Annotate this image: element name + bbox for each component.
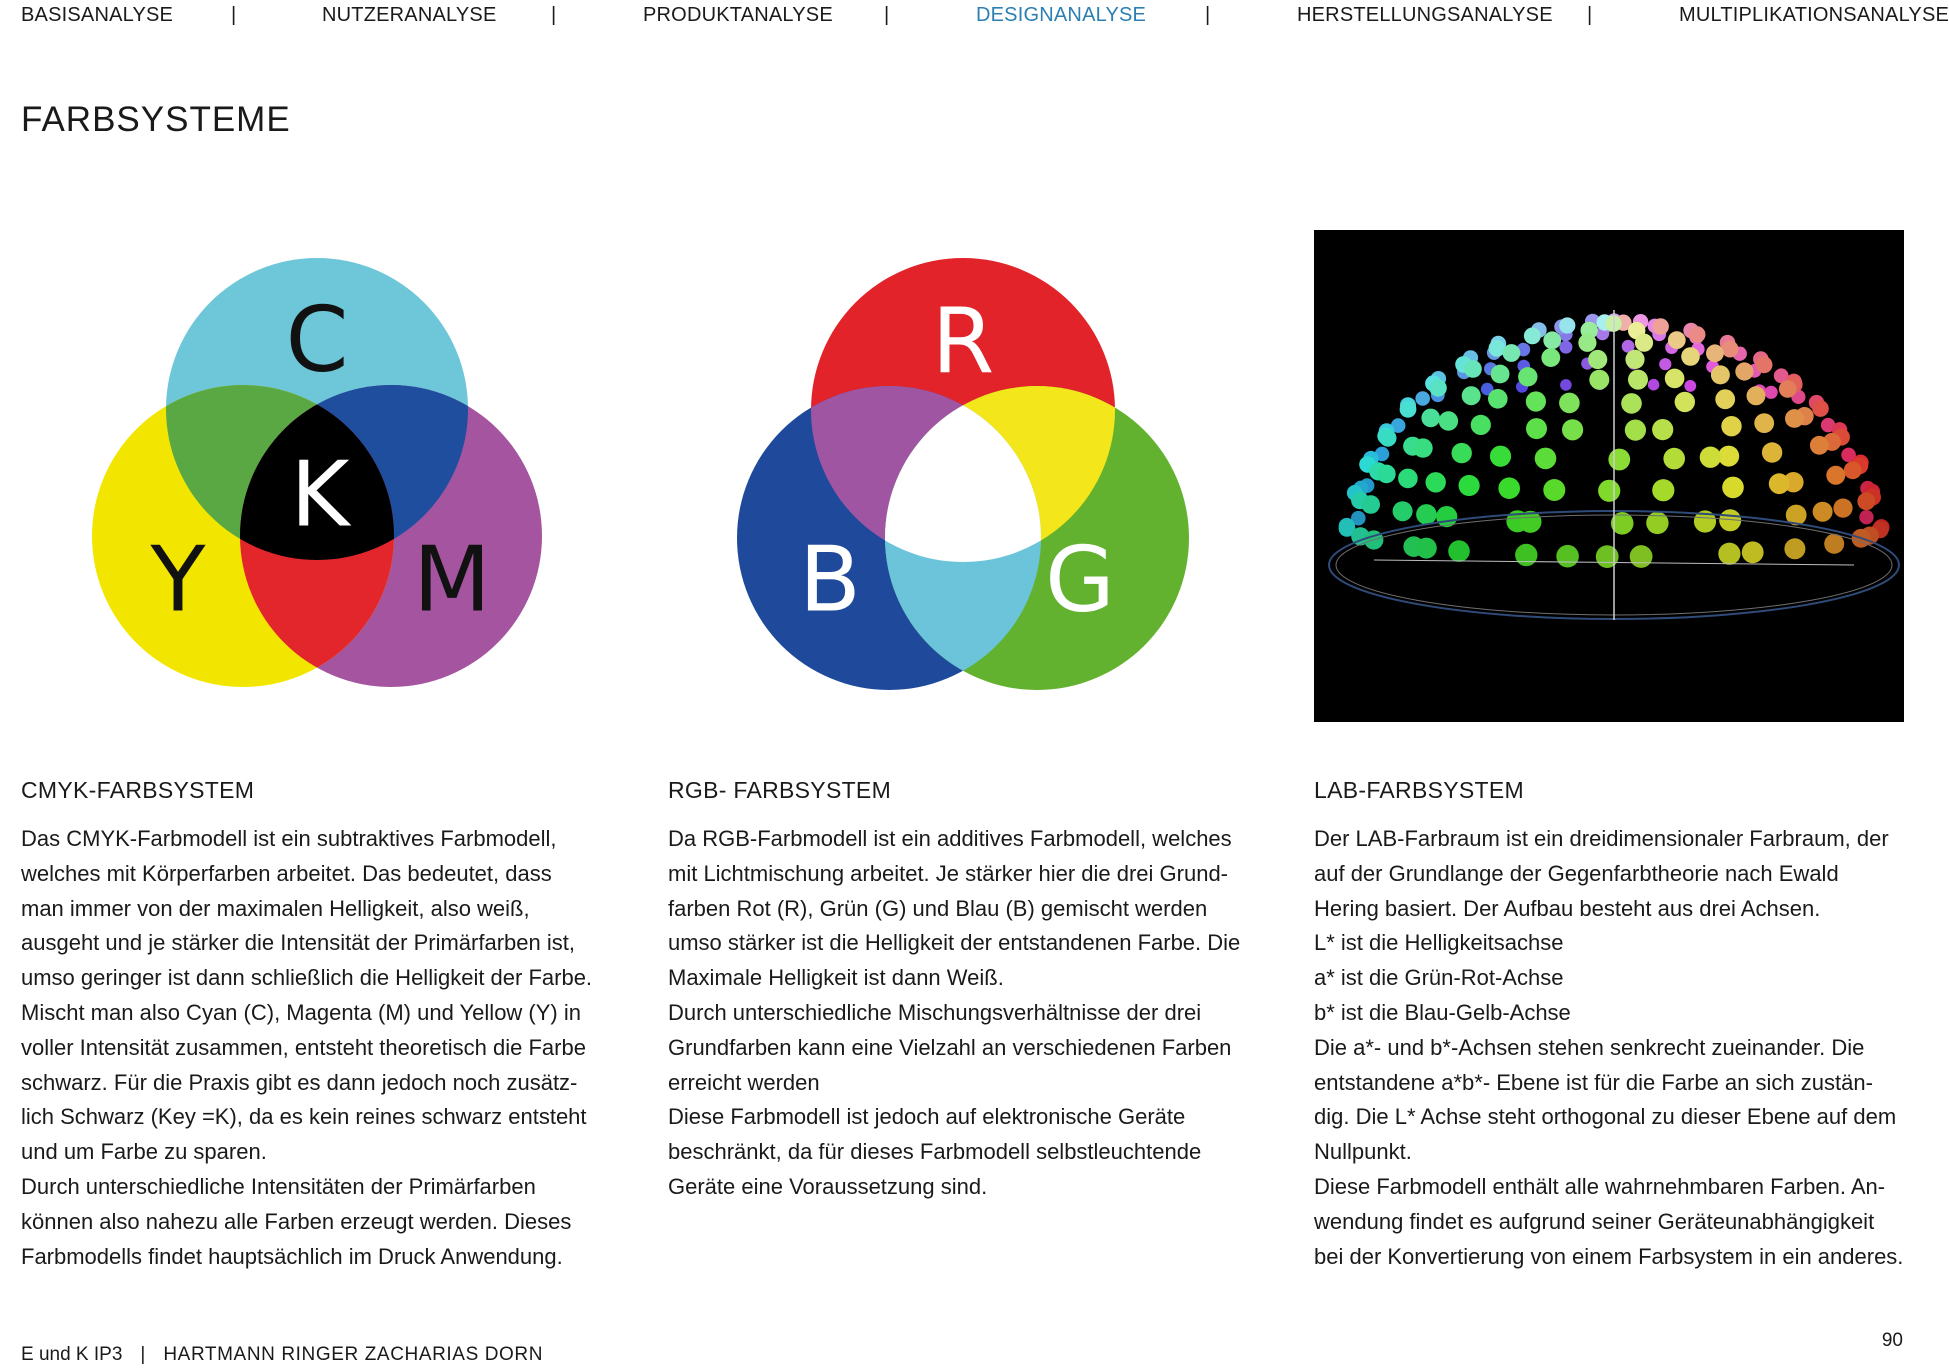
lab-color-point xyxy=(1543,331,1561,349)
nav-item-herstellungsanalyse[interactable]: HERSTELLUNGSANALYSE xyxy=(1297,4,1553,26)
nav-item-multiplikationsanalyse[interactable]: MULTIPLIKATIONSANALYSE xyxy=(1679,4,1949,26)
nav-item-produktanalyse[interactable]: PRODUKTANALYSE xyxy=(643,4,833,26)
nav-item-designanalyse[interactable]: DESIGNANALYSE xyxy=(976,4,1147,26)
text-line: erreicht werden xyxy=(668,1069,820,1095)
lab-color-point xyxy=(1826,466,1845,485)
lab-color-point xyxy=(1524,328,1541,345)
nav-item-basisanalyse[interactable]: BASISANALYSE xyxy=(21,4,174,26)
lab-color-point xyxy=(1515,544,1537,566)
text-line: Durch unterschiedliche Mischungsverhältnisse der drei xyxy=(668,999,1202,1025)
text-line: beschränkt, da für dieses Farbmodell selbstleuchtende xyxy=(668,1139,1202,1165)
text-line: Geräte eine Voraussetzung sind. xyxy=(668,1173,988,1199)
text-line: Diese Farbmodell enthält alle wahrnehmbaren Farben. An- xyxy=(1314,1173,1886,1199)
lab-color-point xyxy=(1503,344,1521,362)
lab-color-point xyxy=(1722,477,1744,499)
footer xyxy=(21,1344,543,1366)
lab-color-point xyxy=(1559,317,1575,333)
nav-item-nutzeranalyse[interactable]: NUTZERANALYSE xyxy=(322,4,497,26)
lab-color-point xyxy=(1625,350,1644,369)
lab-color-point xyxy=(1596,545,1619,568)
lab-color-point xyxy=(1812,400,1829,417)
text-line: mit Lichtmischung arbeitet. Je stärker hier die drei Grund- xyxy=(668,860,1229,886)
lab-color-point xyxy=(1754,413,1774,433)
lab-color-point xyxy=(1715,389,1735,409)
lab-color-point xyxy=(1400,401,1417,418)
label-k: K xyxy=(290,442,350,548)
lab-color-point xyxy=(1810,436,1829,455)
label-b: B xyxy=(799,527,861,633)
lab-color-space-image xyxy=(1314,230,1904,722)
lab-color-point xyxy=(1765,386,1778,399)
lab-color-point xyxy=(1598,480,1620,502)
text-line: ausgeht und je stärker die Intensität der Primärfarben ist, xyxy=(21,930,575,956)
lab-color-point xyxy=(1625,420,1646,441)
lab-color-point xyxy=(1628,370,1648,390)
lab-color-point xyxy=(1659,358,1671,370)
text-line: umso stärker ist die Helligkeit der entstandenen Farbe. Die xyxy=(668,930,1241,956)
lab-color-point xyxy=(1488,389,1508,409)
lab-color-point xyxy=(1429,379,1446,396)
footer-separator: | xyxy=(140,1344,146,1365)
lab-color-point xyxy=(1471,415,1491,435)
lab-color-point xyxy=(1769,473,1790,494)
text-line: lich Schwarz (Key =K), da es kein reines schwarz entsteht xyxy=(21,1104,587,1130)
cmyk-venn xyxy=(80,250,560,700)
text-line: a* ist die Grün-Rot-Achse xyxy=(1314,965,1564,991)
lab-column xyxy=(1314,775,1914,1274)
lab-paragraph xyxy=(1314,822,1914,1274)
text-line: können also nahezu alle Farben erzeugt werden. Dieses xyxy=(21,1208,572,1234)
nav-separator: | xyxy=(884,4,890,26)
lab-color-point xyxy=(1588,350,1607,369)
footer-authors: HARTMANN RINGER ZACHARIAS DORN xyxy=(163,1344,544,1365)
lab-color-point xyxy=(1589,370,1609,390)
text-line: Nullpunkt. xyxy=(1314,1139,1412,1165)
lab-color-point xyxy=(1721,416,1741,436)
nav-separator: | xyxy=(1587,4,1593,26)
lab-color-point xyxy=(1718,543,1740,565)
lab-color-point xyxy=(1663,448,1685,470)
rgb-column xyxy=(668,775,1268,1205)
lab-color-point xyxy=(1413,438,1432,457)
lab-color-point xyxy=(1379,430,1396,447)
text-line: Farbmodells findet hauptsächlich im Druck Anwendung. xyxy=(21,1243,563,1269)
page-number: 90 xyxy=(1881,1330,1903,1351)
text-line: b* ist die Blau-Gelb-Achse xyxy=(1314,999,1571,1025)
lab-color-point xyxy=(1684,380,1696,392)
lab-color-point xyxy=(1785,409,1804,428)
lab-heading: LAB-FARBSYSTEM xyxy=(1314,777,1524,803)
rgb-heading: RGB- FARBSYSTEM xyxy=(668,777,892,803)
lab-color-point xyxy=(1560,379,1572,391)
lab-color-point xyxy=(1578,334,1596,352)
lab-color-point xyxy=(1689,326,1705,342)
text-line: Maximale Helligkeit ist dann Weiß. xyxy=(668,965,1004,991)
lab-color-point xyxy=(1648,379,1660,391)
label-m: M xyxy=(413,527,491,633)
lab-color-point xyxy=(1857,492,1875,510)
lab-color-point xyxy=(1518,367,1537,386)
cmyk-paragraph xyxy=(21,822,621,1274)
text-line: auf der Grundlange der Gegenfarbtheorie nach Ewald xyxy=(1314,860,1839,886)
text-line: schwarz. Für die Praxis gibt es dann jedoch noch zusätz- xyxy=(21,1069,578,1095)
lab-sphere-graphic xyxy=(1314,230,1904,722)
lab-color-point xyxy=(1824,534,1844,554)
lab-color-point xyxy=(1498,477,1520,499)
text-line: farben Rot (R), Grün (G) und Blau (B) gemischt werden xyxy=(668,895,1208,921)
text-line: dig. Die L* Achse steht orthogonal zu dieser Ebene auf dem xyxy=(1314,1104,1897,1130)
lab-color-point xyxy=(1452,443,1472,463)
text-line: welches mit Körperfarben arbeitet. Das bedeutet, dass xyxy=(21,860,552,886)
lab-color-point xyxy=(1439,411,1458,430)
text-line: und um Farbe zu sparen. xyxy=(21,1139,267,1165)
lab-color-point xyxy=(1416,538,1437,559)
lab-color-point xyxy=(1742,541,1764,563)
lab-color-point xyxy=(1361,495,1380,514)
text-line: voller Intensität zusammen, entsteht theoretisch die Farbe xyxy=(21,1034,586,1060)
cmyk-diagram xyxy=(80,250,560,700)
text-line: L* ist die Helligkeitsachse xyxy=(1314,930,1564,956)
page-title: FARBSYSTEME xyxy=(21,100,291,139)
lab-color-point xyxy=(1652,479,1674,501)
lab-color-point xyxy=(1526,391,1546,411)
lab-color-point xyxy=(1543,479,1565,501)
text-line: entstandene a*b*- Ebene ist für die Farbe an sich zustän- xyxy=(1314,1069,1873,1095)
footer-course: E und K IP3 xyxy=(21,1344,123,1365)
lab-color-point xyxy=(1718,446,1739,467)
lab-color-point xyxy=(1535,448,1557,470)
lab-color-point xyxy=(1735,362,1753,380)
text-line: bei der Konvertierung von einem Farbsystem in ein anderes. xyxy=(1314,1243,1904,1269)
top-navigation xyxy=(0,0,1949,40)
text-line: wendung findet es aufgrund seiner Geräteunabhängigkeit xyxy=(1314,1208,1875,1234)
text-line: Diese Farbmodell ist jedoch auf elektronische Geräte xyxy=(668,1104,1186,1130)
lab-color-point xyxy=(1448,540,1470,562)
lab-color-point xyxy=(1833,499,1852,518)
lab-color-point xyxy=(1464,360,1482,378)
text-line: man immer von der maximalen Helligkeit, also weiß, xyxy=(21,895,530,921)
lab-color-point xyxy=(1630,545,1653,568)
text-line: umso geringer ist dann schließlich die Helligkeit der Farbe. xyxy=(21,965,593,991)
lab-color-point xyxy=(1415,391,1430,406)
text-line: Mischt man also Cyan (C), Magenta (M) und Yellow (Y) in xyxy=(21,999,581,1025)
lab-color-point xyxy=(1635,334,1653,352)
lab-color-point xyxy=(1621,393,1642,414)
lab-color-point xyxy=(1491,365,1510,384)
lab-color-point xyxy=(1681,347,1700,366)
lab-color-point xyxy=(1426,472,1446,492)
text-line: Grundfarben kann eine Vielzahl an verschiedenen Farben xyxy=(668,1034,1232,1060)
lab-color-point xyxy=(1756,356,1773,373)
label-r: R xyxy=(931,289,995,395)
lab-color-point xyxy=(1393,501,1413,521)
text-line: Die a*- und b*-Achsen stehen senkrecht zueinander. Die xyxy=(1314,1034,1865,1060)
lab-color-point xyxy=(1844,461,1862,479)
lab-color-point xyxy=(1722,341,1739,358)
nav-separator: | xyxy=(231,4,237,26)
text-line: Der LAB-Farbraum ist ein dreidimensionaler Farbraum, der xyxy=(1314,826,1889,851)
lab-color-point xyxy=(1706,344,1724,362)
lab-color-point xyxy=(1700,447,1721,468)
lab-color-point xyxy=(1711,365,1730,384)
lab-color-point xyxy=(1784,538,1805,559)
label-y: Y xyxy=(150,527,206,633)
lab-color-point xyxy=(1541,348,1560,367)
lab-color-point xyxy=(1668,331,1686,349)
label-c: C xyxy=(285,287,349,393)
lab-color-point xyxy=(1562,419,1583,440)
text-line: Durch unterschiedliche Intensitäten der Primärfarben xyxy=(21,1173,536,1199)
lab-color-point xyxy=(1813,502,1833,522)
lab-color-point xyxy=(1675,392,1695,412)
lab-color-point xyxy=(1747,386,1766,405)
cmyk-heading: CMYK-FARBSYSTEM xyxy=(21,777,255,803)
lab-color-point xyxy=(1652,318,1669,335)
nav-separator: | xyxy=(551,4,557,26)
lab-color-point xyxy=(1462,386,1481,405)
nav-separator: | xyxy=(1205,4,1211,26)
label-g: G xyxy=(1045,527,1115,633)
text-line: Hering basiert. Der Aufbau besteht aus drei Achsen. xyxy=(1314,895,1821,921)
text-line: Da RGB-Farbmodell ist ein additives Farbmodell, welches xyxy=(668,826,1232,851)
rgb-diagram xyxy=(725,250,1205,700)
rgb-venn xyxy=(725,250,1205,700)
lab-color-point xyxy=(1762,442,1782,462)
lab-color-point xyxy=(1377,465,1396,484)
cmyk-column xyxy=(21,775,621,1274)
lab-color-point xyxy=(1459,475,1480,496)
lab-color-point xyxy=(1608,449,1630,471)
lab-color-point xyxy=(1490,446,1511,467)
lab-color-point xyxy=(1526,418,1547,439)
lab-color-point xyxy=(1421,409,1440,428)
text-line: Das CMYK-Farbmodell ist ein subtraktives Farbmodell, xyxy=(21,826,557,851)
lab-color-point xyxy=(1559,341,1572,354)
lab-color-point xyxy=(1652,419,1673,440)
lab-color-point xyxy=(1556,545,1579,568)
rgb-paragraph xyxy=(668,822,1268,1205)
lab-color-point xyxy=(1779,380,1797,398)
lab-color-point xyxy=(1416,504,1437,525)
lab-color-point xyxy=(1665,369,1685,389)
lab-color-point xyxy=(1859,510,1873,524)
lab-color-point xyxy=(1559,393,1580,414)
lab-color-point xyxy=(1398,469,1418,489)
